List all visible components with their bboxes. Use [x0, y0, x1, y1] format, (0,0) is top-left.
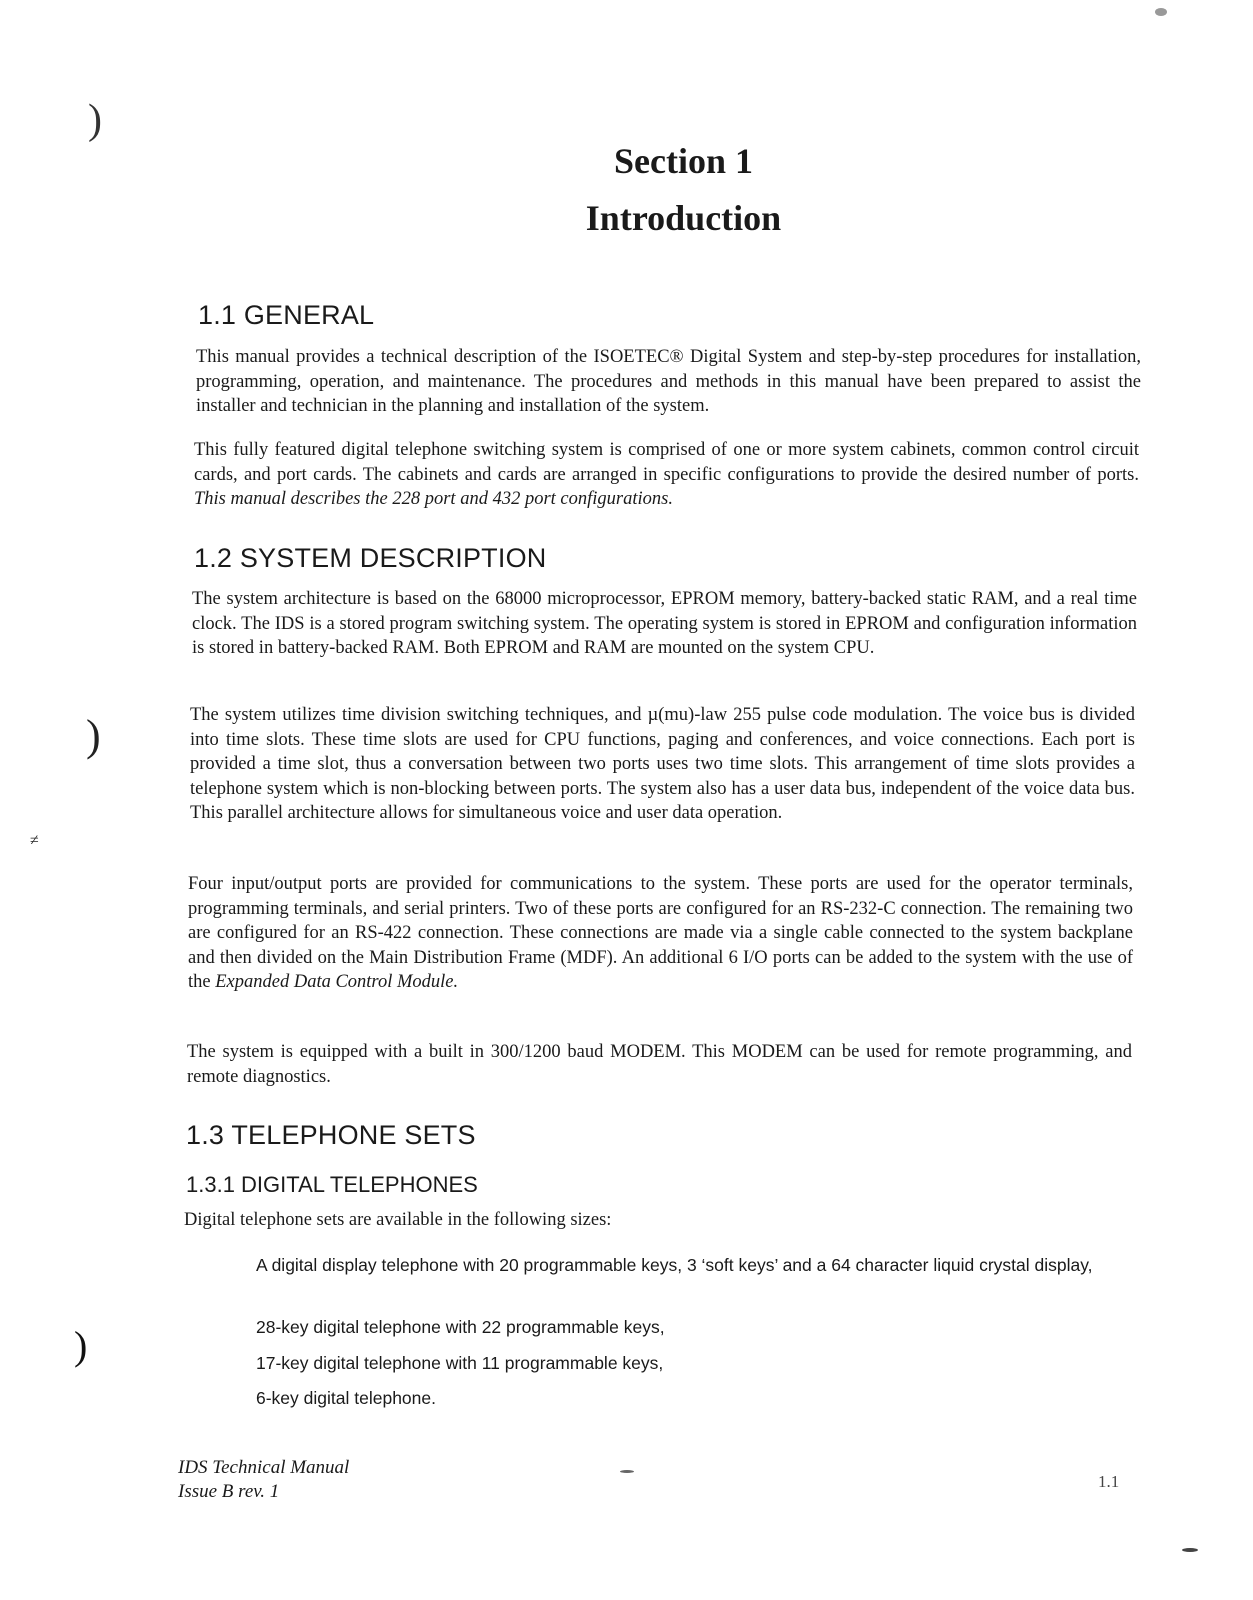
scan-speck [1182, 1548, 1198, 1552]
footer-issue: Issue B rev. 1 [178, 1481, 280, 1502]
system-paragraph-2: The system utilizes time division switching techniques, and µ(mu)-law 255 pulse code modulation. The voice bus is divided into time slots. These time slots are used for CPU functions, paging and conferences, and voice connections. Each port is provided a time slot, thus a conversation between two ports uses two time slots. This arrangement of time slots provides a telephone system which is non-blocking between ports. The system also has a user data bus, independent of the voice data bus. This parallel architecture allows for simultaneous voice and user data operation. [190, 705, 1135, 823]
system-paragraph-1: The system architecture is based on the 68000 microprocessor, EPROM memory, battery-backed static RAM, and a real time clock. The IDS is a stored program switching system. The operating system is stored in EPROM and configuration information is stored in battery-backed RAM. Both EPROM and RAM are mounted on the system CPU. [192, 589, 1137, 658]
scan-speck [620, 1470, 634, 1473]
general-paragraph-2-italic: This manual describes the 228 port and 432 port configurations. [194, 489, 673, 509]
section-number: Section 1 [614, 141, 753, 181]
margin-speck-mark: ≠ [30, 832, 39, 849]
binder-hole-mark-middle: ) [86, 711, 101, 760]
list-item: 6-key digital telephone. [256, 1388, 436, 1408]
page-title: Introduction [585, 198, 782, 238]
binder-hole-mark-bottom: ) [74, 1323, 88, 1368]
system-paragraph-3-text: Four input/output ports are provided for communications to the system. These ports are used for the operator terminals, programming terminals, and serial printers. Two of these ports are configured for an RS-232-C connection. The remaining two are configured for an RS-422 connection. These connections are made via a single cable connected to the system backplane and then divided on the Main Distribution Frame (MDF). An additional 6 I/O ports can be added to the system with the use of the [188, 874, 1133, 992]
system-paragraph-3-italic: Expanded Data Control Module. [215, 972, 459, 992]
list-item: A digital display telephone with 20 programmable keys, 3 ‘soft keys’ and a 64 character liquid crystal display, [256, 1255, 1093, 1275]
list-item: 28-key digital telephone with 22 programmable keys, [256, 1317, 665, 1337]
telephone-intro: Digital telephone sets are available in the following sizes: [184, 1210, 612, 1230]
footer-manual-title: IDS Technical Manual [178, 1457, 350, 1478]
general-paragraph-2-text: This fully featured digital telephone switching system is comprised of one or more system cabinets, common control circuit cards, and port cards. The cabinets and cards are arranged in specific configurations to provide the desired number of ports. [194, 440, 1139, 485]
system-paragraph-3 [188, 872, 1133, 995]
heading-general: 1.1 GENERAL [198, 300, 375, 330]
heading-system-description: 1.2 SYSTEM DESCRIPTION [194, 543, 547, 573]
binder-hole-mark-top: ) [88, 97, 102, 143]
general-paragraph-1: This manual provides a technical description of the ISOETEC® Digital System and step-by-step procedures for installation, programming, operation, and maintenance. The procedures and methods in this manual have been prepared to assist the installer and technician in the planning and installation of the system. [196, 347, 1141, 416]
system-paragraph-4: The system is equipped with a built in 300/1200 baud MODEM. This MODEM can be used for remote programming, and remote diagnostics. [187, 1042, 1132, 1087]
page-number: 1.1 [1098, 1472, 1120, 1491]
scan-speck [1155, 8, 1167, 16]
heading-telephone-sets: 1.3 TELEPHONE SETS [186, 1120, 476, 1150]
heading-digital-telephones: 1.3.1 DIGITAL TELEPHONES [186, 1172, 478, 1197]
general-paragraph-2 [194, 438, 1139, 512]
list-item: 17-key digital telephone with 11 programmable keys, [256, 1353, 664, 1373]
